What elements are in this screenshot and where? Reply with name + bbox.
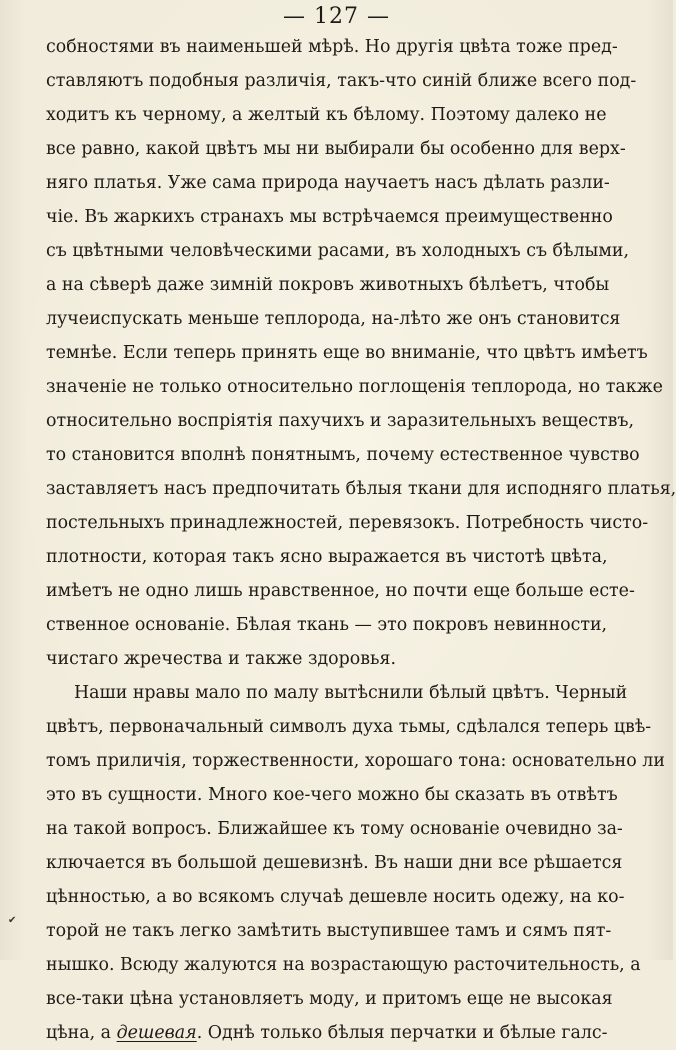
text-line: томъ приличія, торжественности, хорошаго тона: основательно ли — [46, 751, 665, 771]
text-line: относительно воспріятія пахучихъ и заразительныхъ веществъ, — [46, 411, 635, 431]
text-line: цвѣтъ, первоначальный символъ духа тьмы, сдѣлался теперь цвѣ- — [46, 717, 652, 737]
text-line: собностями въ наименьшей мѣрѣ. Но другія цвѣта тоже пред- — [46, 37, 618, 57]
text-line: все равно, какой цвѣтъ мы ни выбирали бы особенно для верх- — [46, 139, 626, 159]
text-line: на такой вопросъ. Ближайшее къ тому основаніе очевидно за- — [46, 819, 623, 839]
text-line: ственное основаніе. Бѣлая ткань — это покровъ невинности, — [46, 615, 608, 635]
emphasized-word: дешевая — [116, 1023, 197, 1043]
text-line-with-emphasis — [46, 1016, 608, 1050]
text-line: ходитъ къ черному, а желтый къ бѣлому. Поэтому далеко не — [46, 105, 607, 125]
text-line: все-таки цѣна установляетъ моду, и притомъ еще не высокая — [46, 989, 613, 1009]
text-line: ставляютъ подобныя различія, такъ-что синій ближе всего под- — [46, 71, 637, 91]
text-line: то становится вполнѣ понятнымъ, почему естественное чувство — [46, 445, 640, 465]
text-line: торой не такъ легко замѣтить выступившее тамъ и сямъ пят- — [46, 921, 612, 941]
text-line: а на сѣверѣ даже зимній покровъ животныхъ бѣлѣетъ, чтобы — [46, 275, 610, 295]
paragraph-end-line: чистаго жречества и также здоровья. — [46, 649, 397, 669]
text-fragment: цѣна, а — [46, 1023, 117, 1043]
text-line: значеніе не только относительно поглощенія теплорода, но также — [46, 377, 663, 397]
text-fragment: . Однѣ только бѣлыя перчатки и бѣлые галс- — [196, 1023, 608, 1043]
text-line: нышко. Всюду жалуются на возрастающую расточительность, а — [46, 955, 641, 975]
text-line: няго платья. Уже сама природа научаетъ насъ дѣлать разли- — [46, 173, 610, 193]
body-text — [46, 30, 676, 1050]
page-number: — 127 — — [283, 4, 390, 29]
text-line: цѣнностью, а во всякомъ случаѣ дешевле носить одежу, на ко- — [46, 887, 625, 907]
text-line: плотности, которая такъ ясно выражается въ чистотѣ цвѣта, — [46, 547, 608, 567]
text-line: съ цвѣтными человѣческими расами, въ холодныхъ съ бѣлыми, — [46, 241, 630, 261]
text-line: чіе. Въ жаркихъ странахъ мы встрѣчаемся преимущественно — [46, 207, 613, 227]
text-line: это въ сущности. Много кое-чего можно бы сказать въ отвѣтъ — [46, 785, 618, 805]
text-line: ключается въ большой дешевизнѣ. Въ наши дни все рѣшается — [46, 853, 623, 873]
paragraph-start-line: Наши нравы мало по малу вытѣснили бѣлый цвѣтъ. Черный — [74, 683, 628, 703]
text-line: темнѣе. Если теперь принять еще во вниманіе, что цвѣтъ имѣетъ — [46, 343, 648, 363]
text-line: лучеиспускать меньше теплорода, на-лѣто же онъ становится — [46, 309, 621, 329]
text-line: постельныхъ принадлежностей, перевязокъ. Потребность чисто- — [46, 513, 649, 533]
margin-mark-icon: ✔ — [8, 915, 17, 926]
text-line: заставляетъ насъ предпочитать бѣлыя ткани для исподняго платья, — [46, 479, 676, 499]
text-line: имѣетъ не одно лишь нравственное, но почти еще больше есте- — [46, 581, 635, 601]
